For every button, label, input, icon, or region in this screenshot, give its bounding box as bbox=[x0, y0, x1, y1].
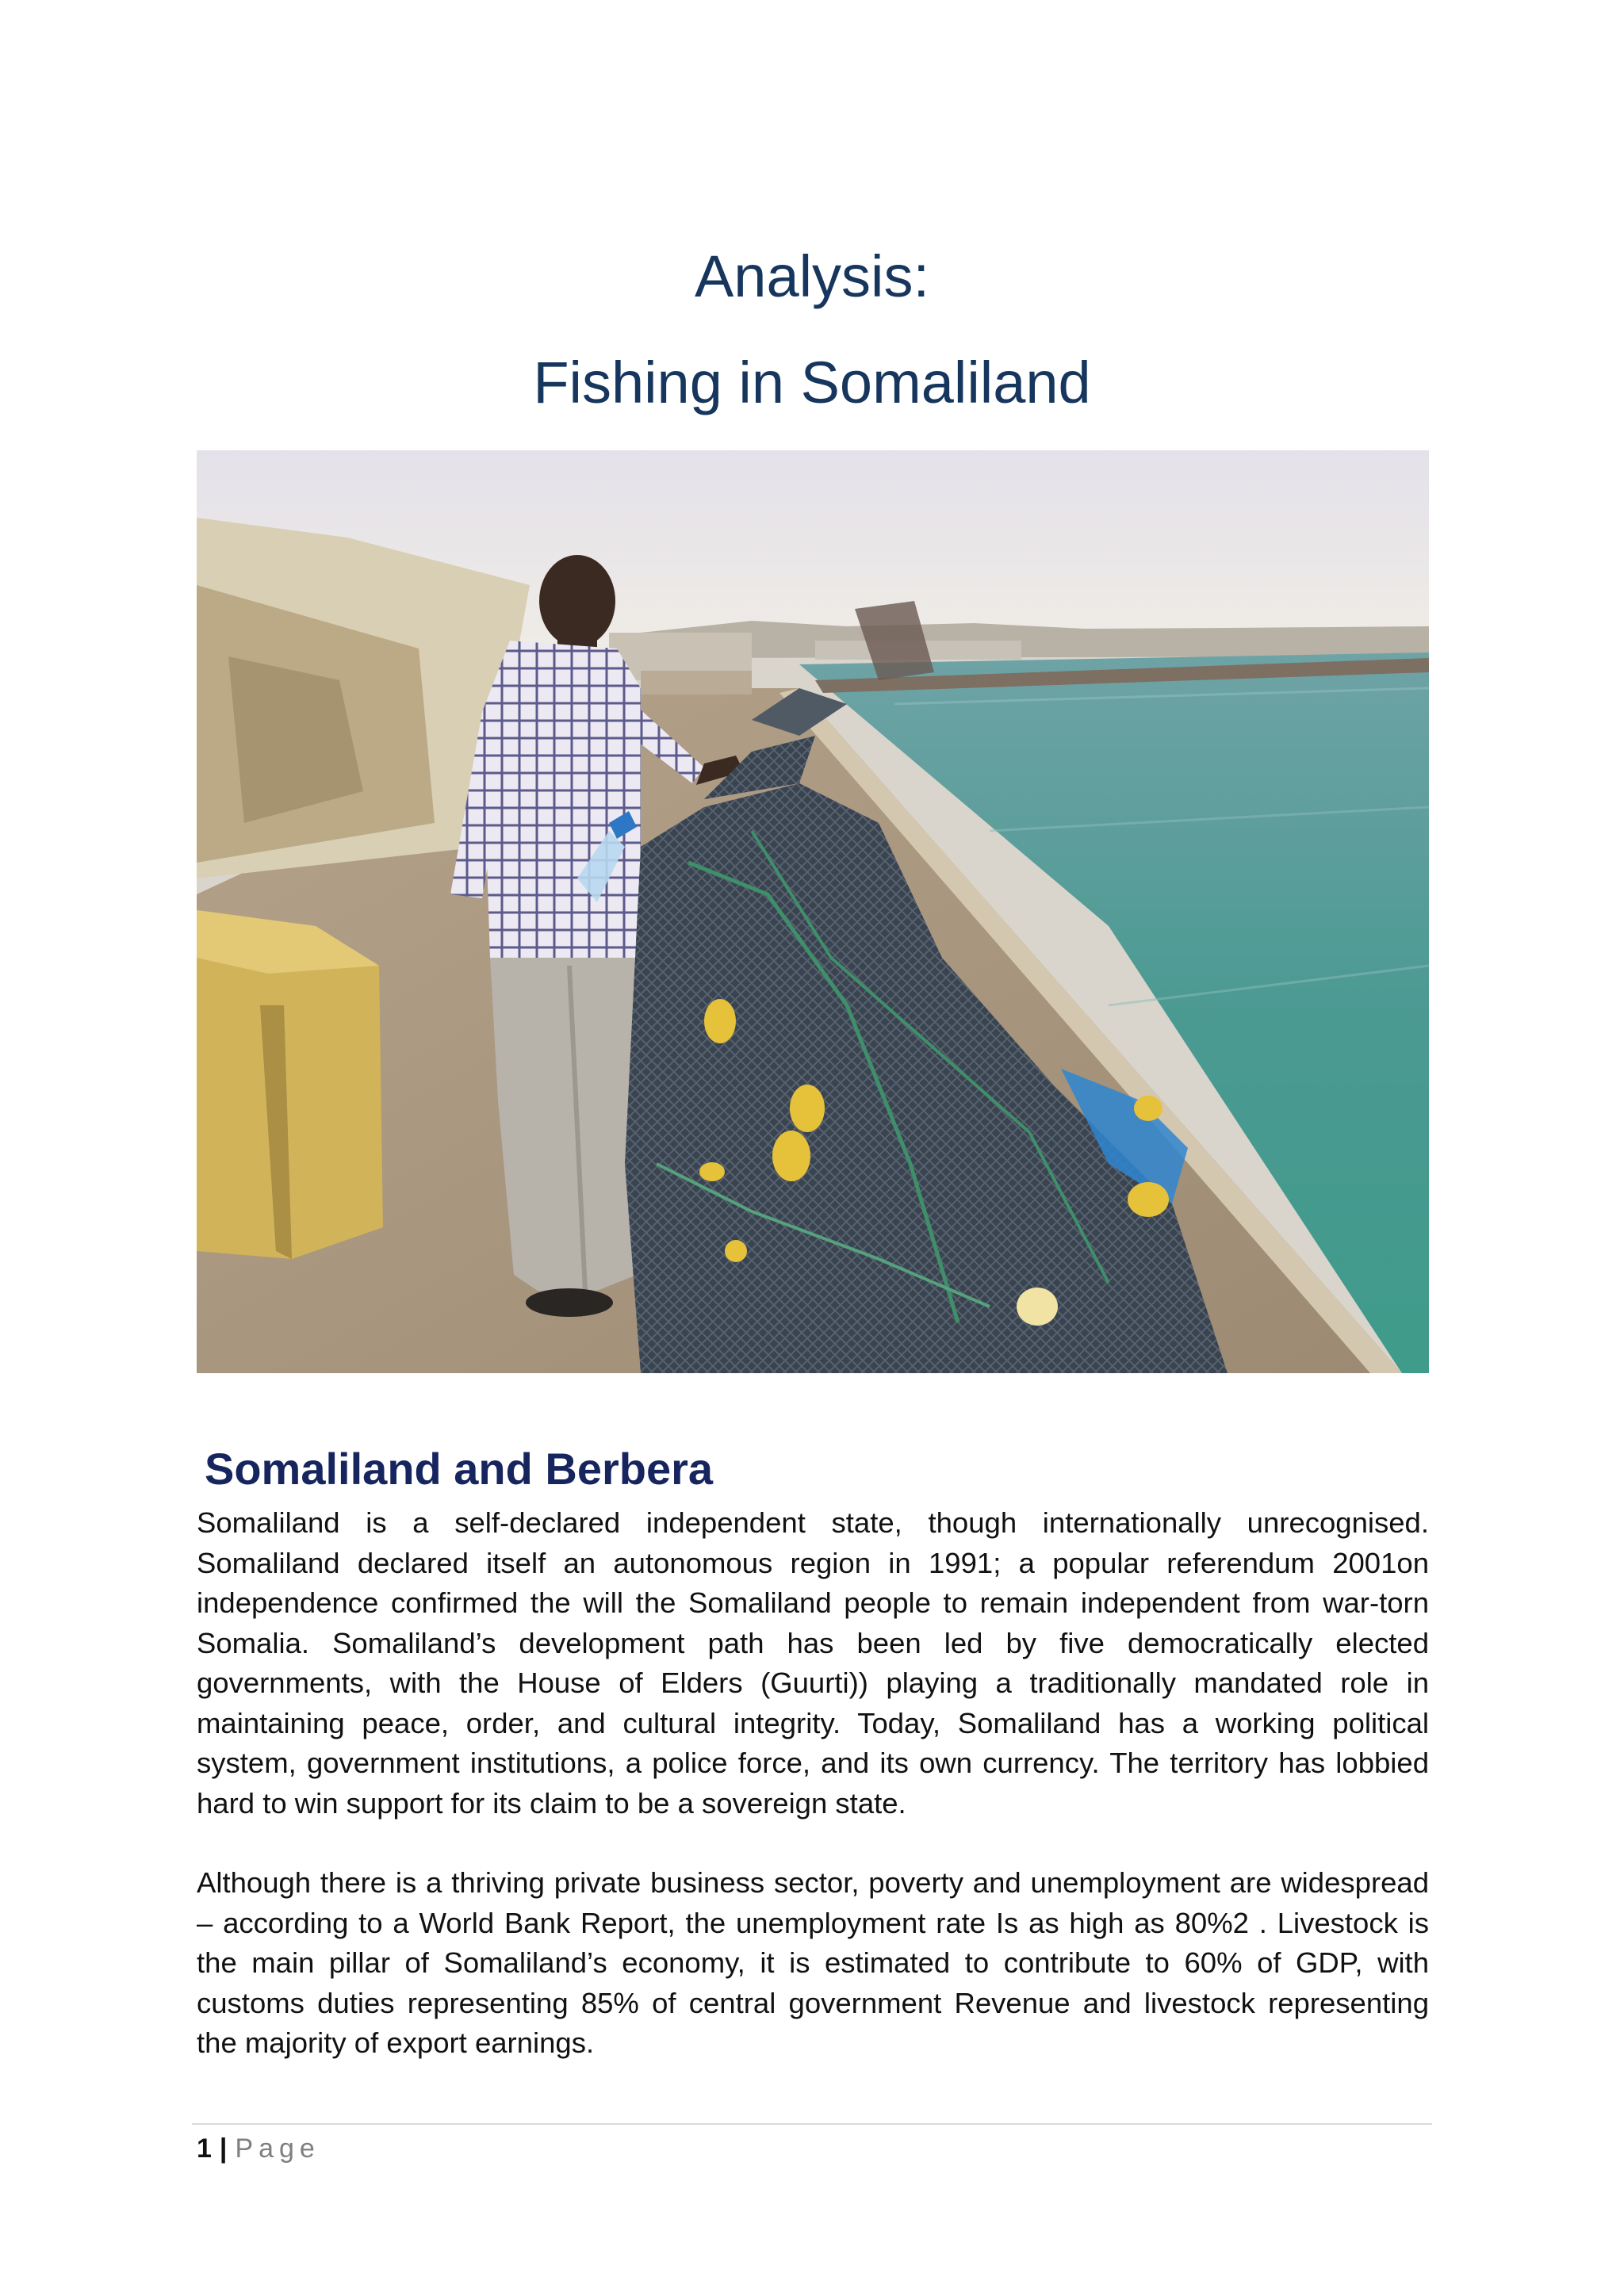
title-line-2: Fishing in Somaliland bbox=[533, 350, 1091, 415]
paragraph-1: Somaliland is a self-declared independent state, though internationally unrecognised. Somaliland declared itself an autonomous region in 1991; a popular referendum 2001on independence confirmed the will the Somaliland people to remain independent from war-torn Somalia. Somaliland’s development path has been led by five democratically elected governments, with the House of Elders (Guurti)) playing a traditionally mandated role in maintaining peace, order, and cultural integrity. Today, Somaliland has a working political system, government institutions, a police force, and its own currency. The territory has lobbied hard to win support for its claim to be a sovereign state. bbox=[197, 1506, 1429, 1820]
footer-separator: | bbox=[219, 2133, 228, 2164]
paragraph-2: Although there is a thriving private business sector, poverty and unemployment are widespread – according to a World Bank Report, the unemployment rate Is as high as 80%2 . Livestock is the main pillar of Somaliland’s economy, it is estimated to contribute to 60% of GDP, with customs duties representing 85% of central government Revenue and livestock representing the majority of export earnings. bbox=[197, 1866, 1429, 2059]
page-label: Page bbox=[235, 2133, 320, 2164]
harbor-fishing-net-photo bbox=[197, 450, 1429, 1373]
page-footer bbox=[197, 2131, 320, 2166]
title-line-1: Analysis: bbox=[694, 243, 930, 309]
section-heading: Somaliland and Berbera bbox=[205, 1444, 714, 1494]
page-number: 1 bbox=[197, 2133, 212, 2164]
footer-divider bbox=[192, 2123, 1432, 2125]
